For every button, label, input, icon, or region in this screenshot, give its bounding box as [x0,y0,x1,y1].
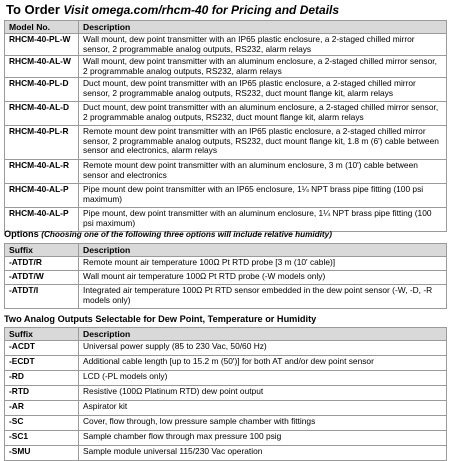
suffix-description: Wall mount air temperature 100Ω Pt RTD probe (-W models only) [79,271,447,285]
model-description: Pipe mount, dew point transmitter with an aluminum enclosure, 1¼ NPT brass pipe fitting (100 psi maximum) [79,208,447,232]
table-row [5,341,447,356]
analog-outputs-heading: Two Analog Outputs Selectable for Dew Point, Temperature or Humidity [4,314,317,324]
model-code: RHCM-40-PL-D [5,78,79,102]
options-note: (Choosing one of the following three options will include relative humidity) [41,230,332,239]
table-row [5,416,447,431]
suffix-code: -RTD [5,386,79,401]
model-description: Wall mount, dew point transmitter with an aluminum enclosure, a 2-staged chilled mirror sensor, 2 programmable analog outputs, RS232, alarm relays [79,56,447,78]
table-row [5,401,447,416]
table-row [5,78,447,102]
table-row [5,160,447,184]
column-header-suffix: Suffix [5,328,79,341]
column-header-model: Model No. [5,21,79,34]
suffix-description: Sample module universal 115/230 Vac operation [79,446,447,461]
suffix-code: -AR [5,401,79,416]
visit-url-text: Visit omega.com/rhcm-40 for Pricing and Details [63,3,340,17]
model-description: Duct mount, dew point transmitter with an aluminum enclosure, a 2-staged chilled mirror sensor, 2 programmable analog outputs, RS232, duct mount flange kit, alarm relays [79,102,447,126]
model-description: Wall mount, dew point transmitter with an IP65 plastic enclosure, a 2-staged chilled mirror sensor, 2 programmable analog outputs, RS232, alarm relays [79,34,447,56]
model-code: RHCM-40-AL-D [5,102,79,126]
table-row [5,257,447,271]
suffix-description: Integrated air temperature 100Ω Pt RTD sensor embedded in the dew point sensor (-W, -D, -R models only) [79,285,447,309]
table-row [5,56,447,78]
table-row [5,446,447,461]
suffix-code: -ATDT/W [5,271,79,285]
column-header-description: Description [79,244,447,257]
table-header-row [5,244,447,257]
options-heading [4,228,332,241]
suffix-code: -ATDT/R [5,257,79,271]
table-row [5,356,447,371]
suffix-code: -SC [5,416,79,431]
table-row [5,102,447,126]
options-table [4,243,447,309]
suffix-code: -SC1 [5,431,79,446]
suffix-description: Universal power supply (85 to 230 Vac, 50/60 Hz) [79,341,447,356]
order-heading [6,1,447,19]
model-description: Remote mount dew point transmitter with an aluminum enclosure, 3 m (10') cable between sensor and electronics [79,160,447,184]
ordering-page [4,0,447,456]
model-description: Duct mount, dew point transmitter with an IP65 plastic enclosure, a 2-staged chilled mirror sensor, 2 programmable analog outputs, RS232, duct mount flange kit, alarm relays [79,78,447,102]
suffix-description: LCD (-PL models only) [79,371,447,386]
column-header-suffix: Suffix [5,244,79,257]
table-row [5,34,447,56]
model-description: Remote mount dew point transmitter with an IP65 plastic enclosure, a 2-staged chilled mirror sensor, 2 programmable analog outputs, RS232, duct mount flange kit, 1.8 m (6') cable between sensor and electronics, alarm relays [79,126,447,160]
suffix-description: Remote mount air temperature 100Ω Pt RTD probe [3 m (10' cable)] [79,257,447,271]
column-header-description: Description [79,328,447,341]
table-row [5,126,447,160]
suffix-code: -RD [5,371,79,386]
suffix-code: -SMU [5,446,79,461]
suffix-description: Aspirator kit [79,401,447,416]
suffix-description: Sample chamber flow through max pressure 100 psig [79,431,447,446]
table-row [5,386,447,401]
model-code: RHCM-40-AL-P [5,184,79,208]
table-row [5,285,447,309]
to-order-label: To Order [6,2,60,17]
suffix-description: Additional cable length [up to 15.2 m (50')] for both AT and/or dew point sensor [79,356,447,371]
model-code: RHCM-40-AL-W [5,56,79,78]
table-row [5,431,447,446]
suffix-code: -ACDT [5,341,79,356]
table-row [5,271,447,285]
model-table [4,20,447,232]
suffix-code: -ECDT [5,356,79,371]
options-title: Options [4,229,39,239]
table-row [5,371,447,386]
model-code: RHCM-40-AL-R [5,160,79,184]
model-code: RHCM-40-AL-P [5,208,79,232]
column-header-description: Description [79,21,447,34]
model-description: Pipe mount dew point transmitter with an IP65 enclosure, 1¼ NPT brass pipe fitting (100 psi maximum) [79,184,447,208]
table-row [5,184,447,208]
model-code: RHCM-40-PL-W [5,34,79,56]
analog-options-table [4,327,447,461]
suffix-description: Cover, flow through, low pressure sample chamber with fittings [79,416,447,431]
table-header-row [5,21,447,34]
suffix-description: Resistive (100Ω Platinum RTD) dew point output [79,386,447,401]
model-code: RHCM-40-PL-R [5,126,79,160]
table-header-row [5,328,447,341]
suffix-code: -ATDT/I [5,285,79,309]
